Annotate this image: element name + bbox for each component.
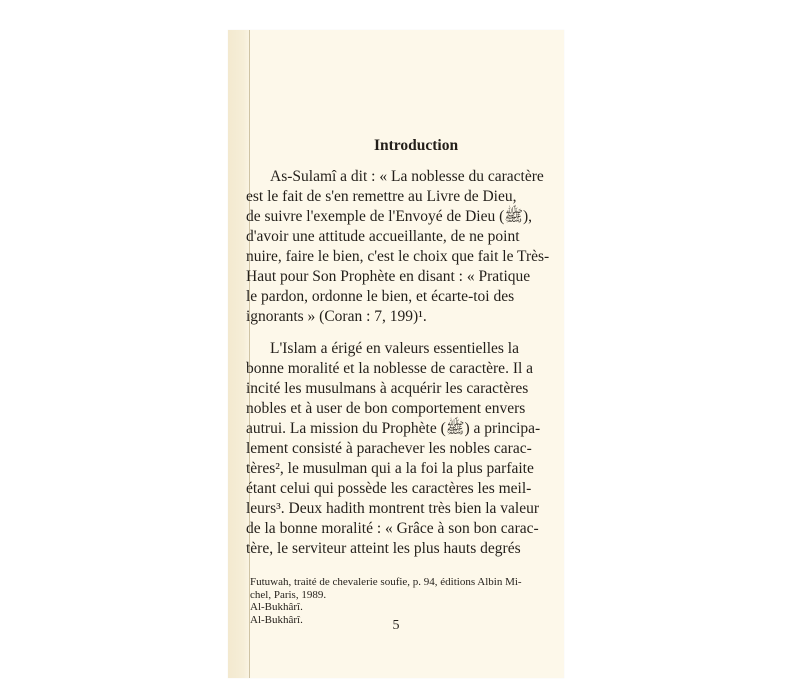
book-page (228, 30, 564, 678)
text-line: le pardon, ordonne le bien, et écarte-toi des (246, 288, 515, 305)
text-line: de suivre l'exemple de l'Envoyé de Dieu (ﷺ), (246, 208, 533, 225)
footnote-line: Futuwah, traité de chevalerie soufie, p. 94, éditions Albin Mi- (250, 576, 522, 588)
text-line: étant celui qui possède les caractères les meil- (246, 480, 532, 497)
text-line: As-Sulamî a dit : « La noblesse du caractère (270, 168, 544, 185)
text-line: Haut pour Son Prophète en disant : « Pratique (246, 268, 531, 285)
page-content (246, 137, 552, 559)
text-line: tère, le serviteur atteint les plus hauts degrés (246, 540, 521, 557)
page-title: Introduction (373, 137, 459, 154)
text-line: incité les musulmans à acquérir les caractères (246, 380, 529, 397)
paragraph-2 (246, 339, 552, 559)
text-line: autrui. La mission du Prophète (ﷺ) a principa- (246, 420, 541, 437)
text-line: tères², le musulman qui a la foi la plus parfaite (246, 460, 534, 477)
text-line: leurs³. Deux hadith montrent très bien la valeur (246, 500, 540, 517)
text-line: d'avoir une attitude accueillante, de ne point (246, 228, 520, 245)
text-line: L'Islam a érigé en valeurs essentielles la (270, 340, 519, 357)
text-line: bonne moralité et la noblesse de caractère. Il a (246, 360, 534, 377)
paragraph-1 (246, 167, 552, 327)
footnote-line: Al-Bukhârî. (250, 613, 303, 626)
text-line: nobles et à user de bon comportement envers (246, 400, 526, 417)
text-line: de la bonne moralité : « Grâce à son bon carac- (246, 520, 539, 537)
page-number: 5 (392, 618, 400, 633)
text-line: ignorants » (Coran : 7, 199)¹. (246, 308, 427, 325)
footnote-line: Al-Bukhârî. (250, 601, 303, 613)
text-line: lement consisté à parachever les nobles carac- (246, 440, 532, 457)
text-line: nuire, faire le bien, c'est le choix que fait le Très- (246, 248, 550, 265)
text-line: est le fait de s'en remettre au Livre de Dieu, (246, 188, 517, 205)
footnote-line: chel, Paris, 1989. (250, 588, 327, 601)
